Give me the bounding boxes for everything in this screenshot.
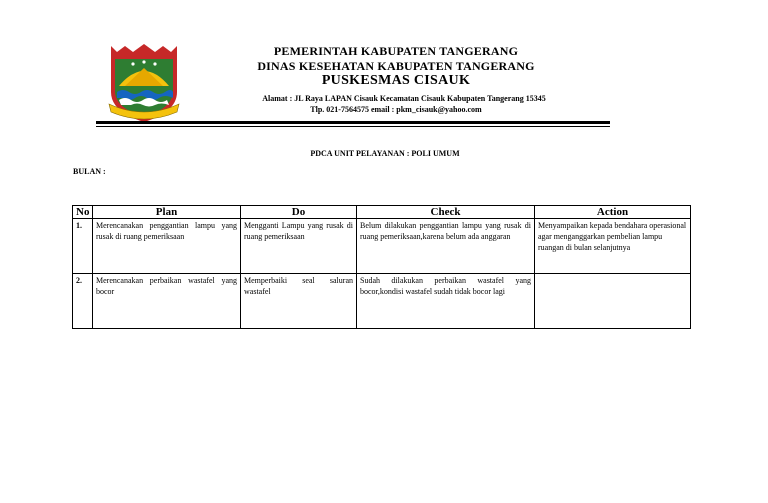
kabupaten-emblem-icon [105, 42, 183, 124]
cell-do: Mengganti Lampu yang rusak di ruang pemeriksaan [241, 219, 357, 274]
header-department: DINAS KESEHATAN KABUPATEN TANGERANG [257, 59, 535, 73]
header-government: PEMERINTAH KABUPATEN TANGERANG [273, 44, 519, 58]
cell-plan: Merencanakan perbaikan wastafel yang bocor [93, 274, 241, 329]
cell-plan: Merencanakan penggantian lampu yang rusak di ruang pemeriksaan [93, 219, 241, 274]
cell-no: 2. [73, 274, 93, 329]
header-check: Check [357, 206, 535, 219]
bulan-label: BULAN : [73, 167, 106, 176]
cell-action [535, 274, 691, 329]
cell-action: Menyampaikan kepada bendahara operasional agar menganggarkan pembelian lampu ruangan di bulan selanjutnya [535, 219, 691, 274]
cell-do: Memperbaiki seal saluran wastafel [241, 274, 357, 329]
header-divider-thick [96, 121, 610, 124]
header-no: No [73, 206, 93, 219]
pdca-table [72, 205, 691, 329]
header-action: Action [535, 206, 691, 219]
header-plan: Plan [93, 206, 241, 219]
header-divider-thin [96, 126, 610, 127]
cell-no: 1. [73, 219, 93, 274]
table-row [73, 274, 691, 329]
header-contact: Tlp. 021-7564575 email : pkm_cisauk@yahoo.com [310, 105, 482, 114]
table-header-row [73, 206, 691, 219]
header-do: Do [241, 206, 357, 219]
header-puskesmas: PUSKESMAS CISAUK [321, 73, 471, 88]
cell-check: Sudah dilakukan perbaikan wastafel yang bocor,kondisi wastafel sudah tidak bocor lagi [357, 274, 535, 329]
cell-check: Belum dilakukan penggantian lampu yang rusak di ruang pemeriksaan,karena belum ada anggaran [357, 219, 535, 274]
header-address: Alamat : JL Raya LAPAN Cisauk Kecamatan Cisauk Kabupaten Tangerang 15345 [262, 94, 546, 103]
document-title: PDCA UNIT PELAYANAN : POLI UMUM [310, 149, 460, 158]
table-row [73, 219, 691, 274]
